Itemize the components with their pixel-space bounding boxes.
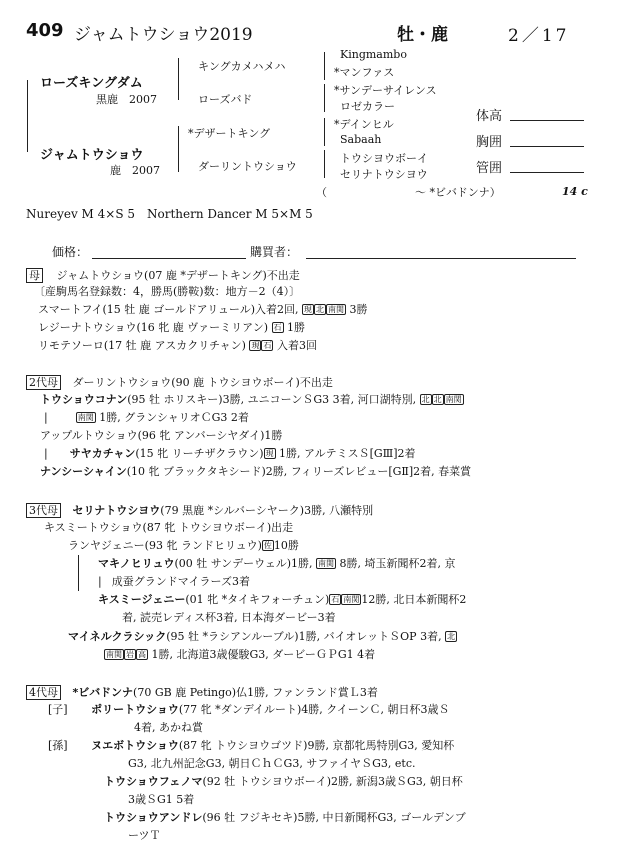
sire-dam-dam: ロゼカラー [340, 100, 395, 113]
third-dam-tag: 3代母 [26, 503, 61, 518]
g2-horse-nancy: ナンシーシャイン [40, 465, 127, 478]
dam-line-1: ジャムトウショウ(07 鹿 *デザートキング)不出走 [56, 269, 300, 282]
g4-line-2: (77 牝 *ダンデイルート)4勝, クイーンＣ, 朝日杯3歳Ｓ [178, 703, 450, 716]
g4-child-tag: [子] [48, 703, 68, 716]
dam-dam-sire: トウシヨウボーイ [340, 152, 428, 165]
dam-line-2: 〔産駒馬名登録数：4，勝馬(勝鞍)数：地方－2（4）〕 [34, 285, 301, 298]
g3-line-6: 8勝, 埼玉新聞杯2着, 京 [339, 557, 456, 570]
g3-horse-maineru: マイネルクラシック [68, 630, 167, 643]
dam-sire-sire: *デインヒル [334, 118, 394, 131]
g4-line-1: (70 GB 鹿 Petingo)仏1勝, ファンランド賞Ｌ3着 [133, 686, 378, 699]
mark-ishi-g3: 石 [331, 595, 340, 604]
mark-nankan-b: 南関 [77, 413, 94, 422]
bracket-ds [324, 118, 325, 146]
mark-iwa: 岩 [126, 650, 134, 659]
g3-line-5: (00 牡 サンデーウェル)1勝, [174, 557, 313, 570]
g3-line-10: 着, 読売レディス杯3着, 日本海ダービー3着 [122, 611, 336, 624]
g3-line-3: ランヤジェニー(93 牝 ランドヒリュウ) [68, 539, 262, 552]
sire-dam-sire: *サンデーサイレンス [334, 84, 437, 97]
sire-sire-sire: Kingmambo [340, 48, 407, 61]
dam-line-5: レジーナトウショウ(16 牝 鹿 ヴァーミリアン) [38, 321, 269, 334]
g3-line-7: 成蚕グランドマイラーズ3着 [111, 575, 250, 588]
g4-grandchild-tag: [孫] [48, 739, 68, 752]
fourth-dam-tag: 4代母 [26, 685, 61, 700]
mark-gen-g2: 現 [265, 449, 274, 458]
g3-line-11: (95 牡 *ラシアンルーブル)1勝, バイオレットＳOP 3着, [166, 630, 442, 643]
dam-line-6: 1勝 [287, 321, 306, 334]
sire-sire: キングカメハメハ [198, 60, 286, 73]
dam-line-3: スマートフイ(15 牡 鹿 ゴールドアリュール)入着2回, [38, 303, 299, 316]
mark-hoku: 北 [315, 305, 324, 314]
chest-label: 胸囲 [476, 135, 503, 150]
cannon-field[interactable] [510, 172, 584, 173]
g3-line-9: 12勝, 北日本新聞杯2 [361, 593, 467, 606]
g2-line-4: アップルトウショウ(96 牝 アンバーシヤダイ)1勝 [40, 429, 283, 442]
dam-sire-dam: Sabaah [340, 133, 382, 146]
mark-kou: 高 [138, 650, 146, 659]
mark-ishi-2: 石 [263, 341, 272, 350]
g2-line-1: ダーリントウショウ(90 鹿 トウシヨウボーイ)不出走 [72, 376, 333, 389]
sire-info: 黒鹿 2007 [96, 93, 157, 106]
buyer-field[interactable] [306, 258, 576, 259]
g4-line-6: (92 牡 トウシヨウボーイ)2勝, 新潟3歳ＳG3, 朝日杯 [202, 775, 463, 788]
third-dam-section: 3代母 セリナトウシヨウ(79 黒鹿 *シルバーシヤーク)3勝, 八瀬特別 キスミートウショウ(87 牝 トウシヨウボーイ)出走 ランヤジェニー(93 牝 ランドヒリュウ) 佐 10勝 マキノヒリュウ(00 牡 サンデーウェル)1勝, 南関 8勝, 埼玉新聞杯2着, 京 | 成蚕グランドマイラーズ3着 キスミージェニー(01 牝 *タイキフォーチュン) 石 南関 12勝, 北日本新聞杯2 着, 読売レディス杯3着, 日本海ダービー3着 マイネルクラシック(95 牡 *ラシアンルーブル)1勝, バイオレットＳOP 3着, 北 南関 岩 高 1勝, 北海道3歳優駿G3, ダービーＧＰG1 4着 [26, 503, 596, 671]
g2-horse-konan: トウショウコナン [40, 393, 128, 406]
mark-hoku-g3: 北 [447, 632, 456, 641]
g4-horse-andre: トウショウアンドレ [104, 811, 203, 824]
g4-line-3: 4着, あかね賞 [134, 721, 203, 734]
dam-line-7: リモテソーロ(17 牡 鹿 アスカクリチャン) [38, 339, 246, 352]
height-label: 体高 [476, 109, 503, 124]
sire-sire-dam: *マンファス [334, 66, 395, 79]
dam-line-4: 3勝 [349, 303, 368, 316]
g4-line-9: ーツＴ [128, 829, 161, 842]
second-dam-section: 2代母 ダーリントウショウ(90 鹿 トウシヨウボーイ)不出走 トウショウコナン(95 牡 ホリスキー)3勝, ユニコーンＳG3 3着, 河口湖特別, 北 北 南関 | 南関 1勝, グランシャリオＣG3 2着 アップルトウショウ(96 牝 アンバーシヤダイ)1勝 | サヤカチャン(15 牝 リーチザクラウン) 現 1勝, アルテミスＳ[GⅢ]2着 ナンシーシャイン(10 牝 ブラックタキシード)2勝, フィリーズレビュー[GⅡ]2着, 春菜賞 [26, 375, 596, 485]
dam-info: 鹿 2007 [110, 164, 160, 177]
inbreeding-line: Nureyev M 4×S 5 Northern Dancer M 5×M 5 [26, 207, 313, 221]
g3-horse-makino: マキノヒリュウ [98, 557, 175, 570]
g4-horse-fenoma: トウショウフェノマ [104, 775, 203, 788]
mark-ishi: 石 [273, 323, 282, 332]
horse-name: ジャムトウショウ2019 [74, 25, 253, 45]
height-field[interactable] [510, 120, 584, 121]
family-note: （ 〜 *ビバドンナ） [316, 186, 501, 199]
g3-line-1: (79 黒鹿 *シルバーシヤーク)3勝, 八瀬特別 [160, 504, 374, 517]
mark-nankan-g3c: 南関 [106, 650, 122, 659]
g2-line-5: (15 牝 リーチザクラウン) [135, 447, 264, 460]
g4-line-7: 3歳ＳG1 5着 [128, 793, 195, 806]
g2-line-6: 1勝, アルテミスＳ[GⅢ]2着 [279, 447, 416, 460]
mark-nankan-a: 南関 [445, 395, 462, 404]
chest-field[interactable] [510, 146, 584, 147]
sex-color: 牡・鹿 [397, 25, 448, 45]
price-field[interactable] [92, 258, 246, 259]
g3-line-12: 1勝, 北海道3歳優駿G3, ダービーＧＰG1 4着 [151, 648, 376, 661]
page-number: 2／17 [508, 26, 570, 46]
g3-line-8: (01 牝 *タイキフォーチュン) [185, 593, 330, 606]
mark-hoku-b: 北 [433, 395, 442, 404]
sire-bracket [178, 58, 179, 100]
second-dam-tag: 2代母 [26, 375, 61, 390]
cannon-label: 管囲 [476, 161, 503, 176]
g4-horse-nuevo: ヌエボトウショウ [91, 739, 179, 752]
sire-dam: ローズバド [198, 93, 253, 106]
mark-gen: 現 [303, 305, 312, 314]
mark-gen-2: 現 [251, 341, 260, 350]
bracket-sd [324, 84, 325, 112]
g4-line-8: (96 牡 フジキセキ)5勝, 中日新聞杯G3, ゴールデンブ [202, 811, 466, 824]
dam-name: ジャムトウショウ [40, 148, 144, 163]
mark-nankan-g3b: 南関 [343, 595, 360, 604]
g3-horse-serina: セリナトウシヨウ [72, 504, 161, 517]
g3-horse-kissme: キスミージェニー [98, 593, 186, 606]
dam-section [26, 268, 596, 360]
dam-dam-dam: セリナトウシヨウ [340, 168, 428, 181]
mark-saga: 佐 [263, 541, 272, 550]
g2-line-3: 1勝, グランシャリオＣG3 2着 [99, 411, 249, 424]
fourth-dam-section [26, 685, 596, 845]
dam-line-8: 入着3回 [276, 339, 317, 352]
sire-name: ローズキングダム [40, 76, 143, 91]
mark-hoku-a: 北 [421, 395, 430, 404]
price-label: 価格： [52, 245, 89, 259]
bracket-dd [324, 150, 325, 178]
g3-line-4: 10勝 [273, 539, 299, 552]
g4-line-4: (87 牝 トウシヨウゴツド)9勝, 京都牝馬特別G3, 愛知杯 [178, 739, 455, 752]
g2-line-2: (95 牡 ホリスキー)3勝, ユニコーンＳG3 3着, 河口湖特別, [127, 393, 417, 406]
dam-section-tag: 母 [26, 268, 43, 283]
dam-sire: *デザートキング [188, 127, 271, 140]
g2-line-7: (10 牝 ブラックタキシード)2勝, フィリーズレビュー[GⅡ]2着, 春菜賞 [126, 465, 472, 478]
dam-dam: ダーリントウショウ [198, 160, 297, 173]
pedigree-bracket [27, 80, 28, 152]
g3-line-2: キスミートウショウ(87 牝 トウシヨウボーイ)出走 [44, 521, 294, 534]
mark-nankan: 南関 [327, 305, 344, 314]
buyer-label: 購買者： [250, 245, 299, 259]
family-number: 14 c [562, 185, 588, 198]
g4-horse-polly: ポリートウショウ [91, 703, 179, 716]
g4-horse-biba: *ビバドンナ [72, 686, 134, 699]
g3-tree-line [78, 555, 79, 591]
lot-number: 409 [26, 20, 64, 41]
mark-nankan-g3: 南関 [318, 559, 335, 568]
g4-line-5: G3, 北九州記念G3, 朝日ＣｈＣG3, サファイヤＳG3, etc. [128, 757, 416, 770]
g2-horse-sayaka: サヤカチャン [69, 447, 136, 460]
bracket-ss [324, 52, 325, 80]
dam-bracket [178, 126, 179, 172]
